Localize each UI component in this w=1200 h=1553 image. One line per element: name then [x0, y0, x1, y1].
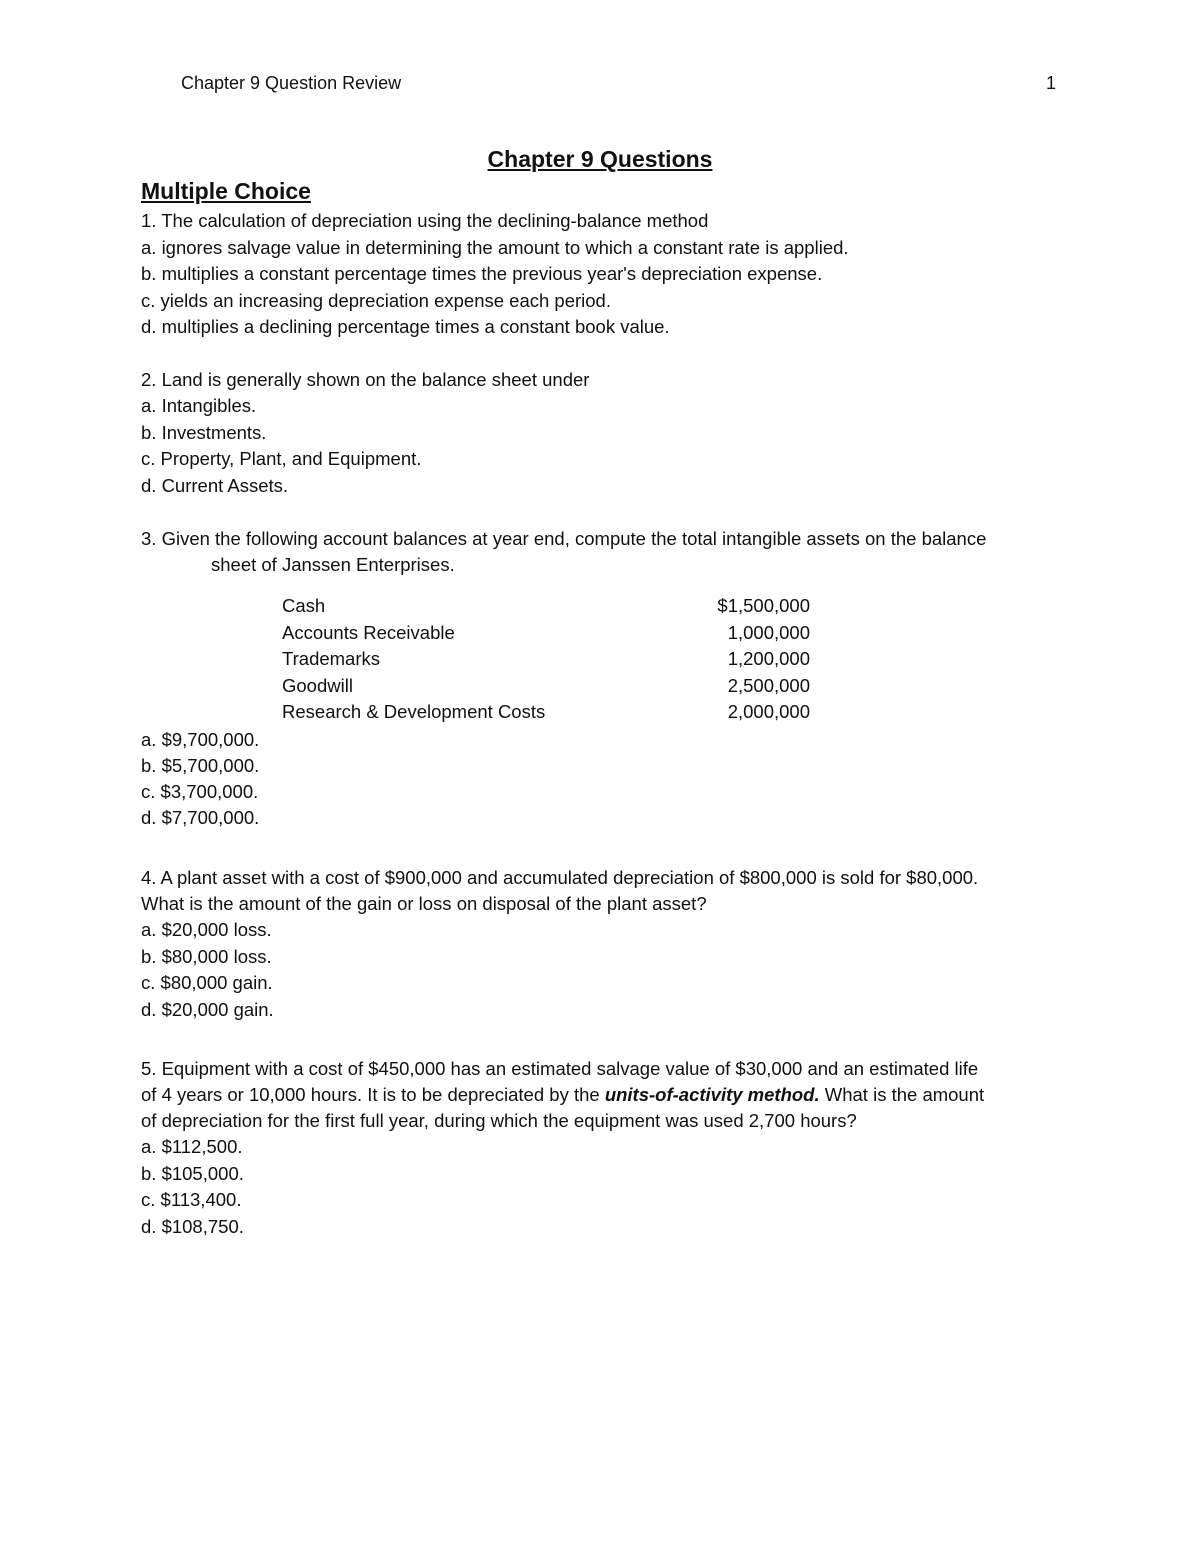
account-amount: 1,200,000	[727, 648, 810, 669]
question-1-option-d: d. multiplies a declining percentage times a constant book value.	[141, 316, 670, 337]
question-5-option-c: c. $113,400.	[141, 1189, 242, 1210]
account-amount: 2,000,000	[727, 701, 810, 722]
question-2-option-c: c. Property, Plant, and Equipment.	[141, 448, 422, 469]
question-2-option-b: b. Investments.	[141, 422, 267, 443]
question-1-option-c: c. yields an increasing depreciation expense each period.	[141, 290, 611, 311]
question-1-stem: 1. The calculation of depreciation using the declining-balance method	[141, 210, 709, 231]
question-5-option-b: b. $105,000.	[141, 1163, 244, 1184]
account-label: Trademarks	[282, 648, 381, 669]
stem-text: of 4 years or 10,000 hours. It is to be depreciated by the	[141, 1084, 605, 1105]
account-label: Goodwill	[282, 675, 353, 696]
account-label: Research & Development Costs	[282, 701, 546, 722]
page-title: Chapter 9 Questions	[487, 146, 713, 172]
stem-text: What is the amount	[819, 1084, 985, 1105]
section-heading: Multiple Choice	[141, 178, 311, 204]
page-number: 1	[1046, 73, 1057, 93]
account-label: Accounts Receivable	[282, 622, 455, 643]
question-4-option-b: b. $80,000 loss.	[141, 946, 272, 967]
account-label: Cash	[282, 595, 326, 616]
question-5-option-a: a. $112,500.	[141, 1136, 243, 1157]
account-amount: 1,000,000	[727, 622, 810, 643]
question-2-option-a: a. Intangibles.	[141, 395, 257, 416]
question-4-stem: 4. A plant asset with a cost of $900,000 and accumulated depreciation of $800,000 is sold for $80,000.	[141, 867, 979, 888]
question-4-option-c: c. $80,000 gain.	[141, 972, 273, 993]
question-3-stem: 3. Given the following account balances at year end, compute the total intangible assets on the balance	[141, 528, 987, 549]
question-5-stem: 5. Equipment with a cost of $450,000 has an estimated salvage value of $30,000 and an estimated life	[141, 1058, 979, 1079]
question-3-option-d: d. $7,700,000.	[141, 807, 260, 828]
account-amount: 2,500,000	[727, 675, 810, 696]
question-5-stem-continued	[141, 1084, 984, 1106]
question-3-option-a: a. $9,700,000.	[141, 729, 260, 750]
question-2-option-d: d. Current Assets.	[141, 475, 289, 496]
question-3-option-c: c. $3,700,000.	[141, 781, 259, 802]
question-5-option-d: d. $108,750.	[141, 1216, 244, 1237]
running-header: Chapter 9 Question Review	[181, 73, 402, 93]
question-5-stem-continued: of depreciation for the first full year, during which the equipment was used 2,700 hours?	[141, 1110, 857, 1131]
emphasized-term: units-of-activity method.	[604, 1084, 820, 1105]
question-3-stem-continued: sheet of Janssen Enterprises.	[211, 554, 455, 575]
question-1-option-b: b. multiplies a constant percentage times the previous year's depreciation expense.	[141, 263, 823, 284]
question-4-option-d: d. $20,000 gain.	[141, 999, 274, 1020]
question-3-option-b: b. $5,700,000.	[141, 755, 260, 776]
question-1-option-a: a. ignores salvage value in determining the amount to which a constant rate is applied.	[141, 237, 849, 258]
question-2-stem: 2. Land is generally shown on the balance sheet under	[141, 369, 590, 390]
account-amount: $1,500,000	[717, 595, 810, 616]
question-4-option-a: a. $20,000 loss.	[141, 919, 272, 940]
question-4-stem-continued: What is the amount of the gain or loss on disposal of the plant asset?	[141, 893, 707, 914]
